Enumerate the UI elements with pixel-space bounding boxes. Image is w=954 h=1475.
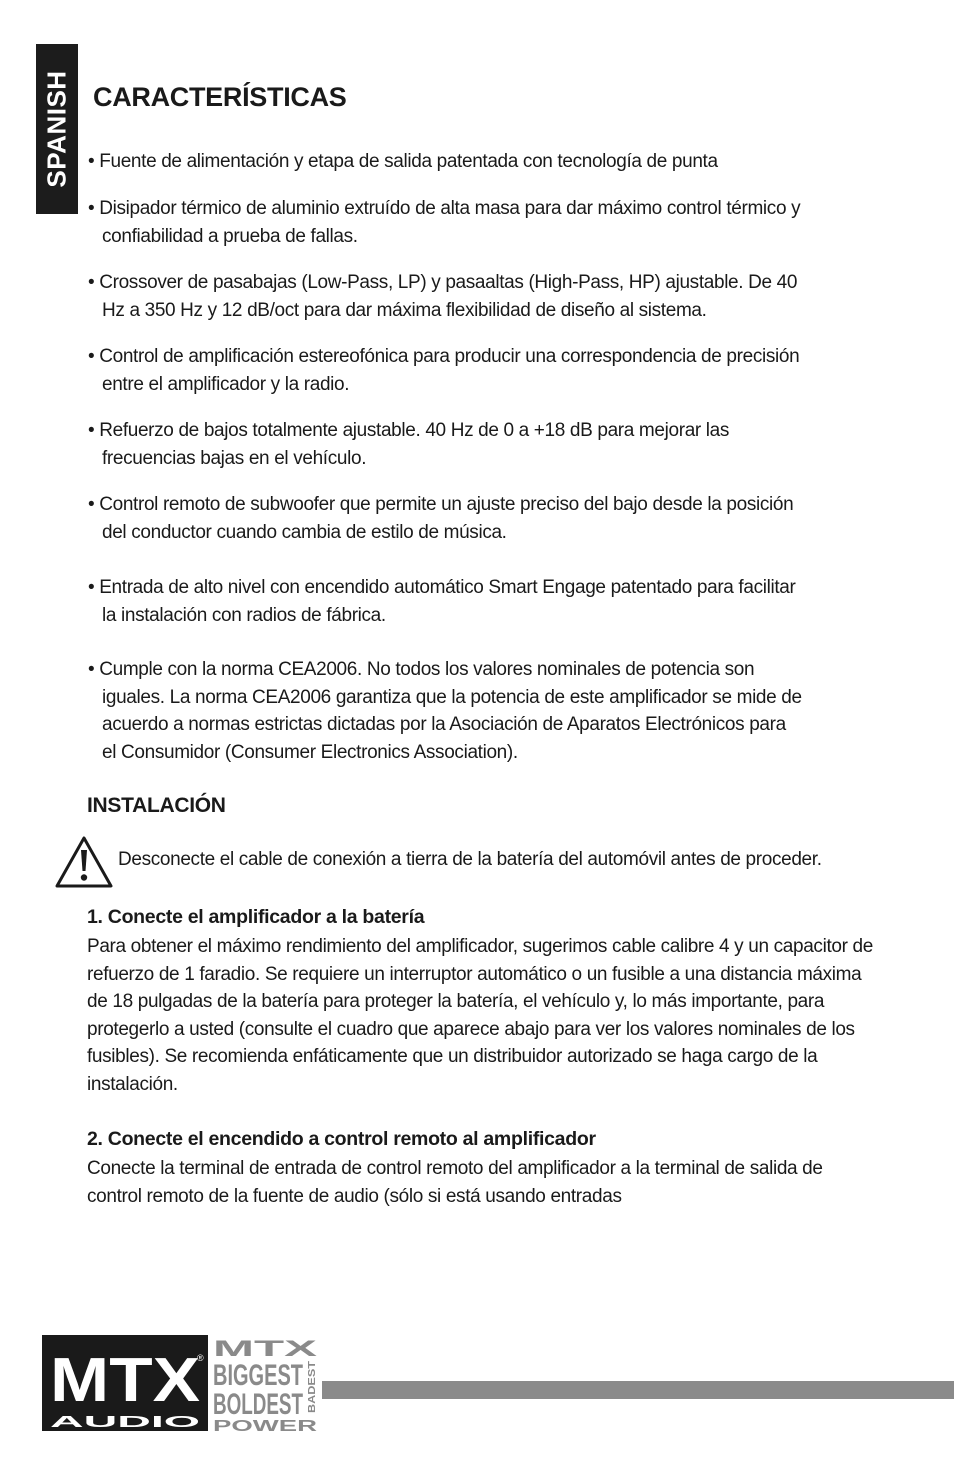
warning-triangle-icon	[54, 835, 114, 889]
installation-title: INSTALACIÓN	[87, 794, 226, 817]
mtx-audio-logo	[42, 1335, 322, 1435]
feature-item: • Disipador térmico de aluminio extruído de alta masa para dar máximo control térmico y confiabilidad a prueba de fallas.	[88, 198, 801, 247]
feature-item: • Refuerzo de bajos totalmente ajustable. 40 Hz de 0 a +18 dB para mejorar las frecuencias bajas en el vehículo.	[88, 420, 730, 469]
logo-power: POWER	[213, 1418, 318, 1435]
logo-tag-mtx: MTX	[213, 1336, 318, 1361]
feature-item: • Crossover de pasabajas (Low-Pass, LP) y pasaaltas (High-Pass, HP) ajustable. De 40 Hz a 350 Hz y 12 dB/oct para dar máxima flexibilidad de diseño al sistema.	[88, 272, 798, 321]
language-tab	[36, 44, 78, 214]
logo-badest: BADEST	[307, 1371, 318, 1413]
step-1-body: Para obtener el máximo rendimiento del amplificador, sugerimos cable calibre 4 y un capacitor de refuerzo de 1 faradio. Se requiere un interruptor automático o un fusible a una distancia máxima de 18 pulgadas de la batería para proteger la batería, el vehículo y, lo más importante, para protegerlo a usted (consulte el cuadro que aparece abajo para ver los valores nominales de los fusibles). Se recomienda enfáticamente que un distribuidor autorizado se haga cargo de la instalación.	[87, 936, 873, 1095]
warning-text: Desconecte el cable de conexión a tierra de la batería del automóvil antes de proceder.	[118, 849, 822, 870]
logo-brand: MTX	[50, 1346, 200, 1415]
logo-registered: ®	[197, 1353, 204, 1363]
language-tab-label: SPANISH	[41, 70, 72, 188]
features-title: CARACTERÍSTICAS	[93, 82, 347, 112]
logo-audio: AUDIO	[50, 1414, 200, 1431]
feature-item: • Control de amplificación estereofónica para producir una correspondencia de precisión entre el amplificador y la radio.	[88, 346, 800, 395]
step-2-body: Conecte la terminal de entrada de control remoto del amplificador a la terminal de salida de control remoto de la fuente de audio (sólo si está usando entradas	[87, 1158, 823, 1207]
feature-item: • Cumple con la norma CEA2006. No todos los valores nominales de potencia son iguales. La norma CEA2006 garantiza que la potencia de este amplificador se mide de acuerdo a normas estrictas dictadas por la Asociación de Aparatos Electrónicos para el Consumidor (Consumer Electronics Association).	[88, 659, 802, 763]
feature-item: • Fuente de alimentación y etapa de salida patentada con tecnología de punta	[88, 151, 718, 172]
step-1-title: 1. Conecte el amplificador a la batería	[87, 906, 425, 928]
step-2-title: 2. Conecte el encendido a control remoto al amplificador	[87, 1128, 596, 1150]
feature-item: • Control remoto de subwoofer que permite un ajuste preciso del bajo desde la posición del conductor cuando cambia de estilo de música.	[88, 494, 794, 543]
feature-item: • Entrada de alto nivel con encendido automático Smart Engage patentado para facilitar la instalación con radios de fábrica.	[88, 577, 796, 626]
logo-biggest: BIGGEST	[213, 1359, 303, 1392]
footer-bar	[322, 1381, 954, 1399]
logo-boldest: BOLDEST	[213, 1388, 303, 1421]
